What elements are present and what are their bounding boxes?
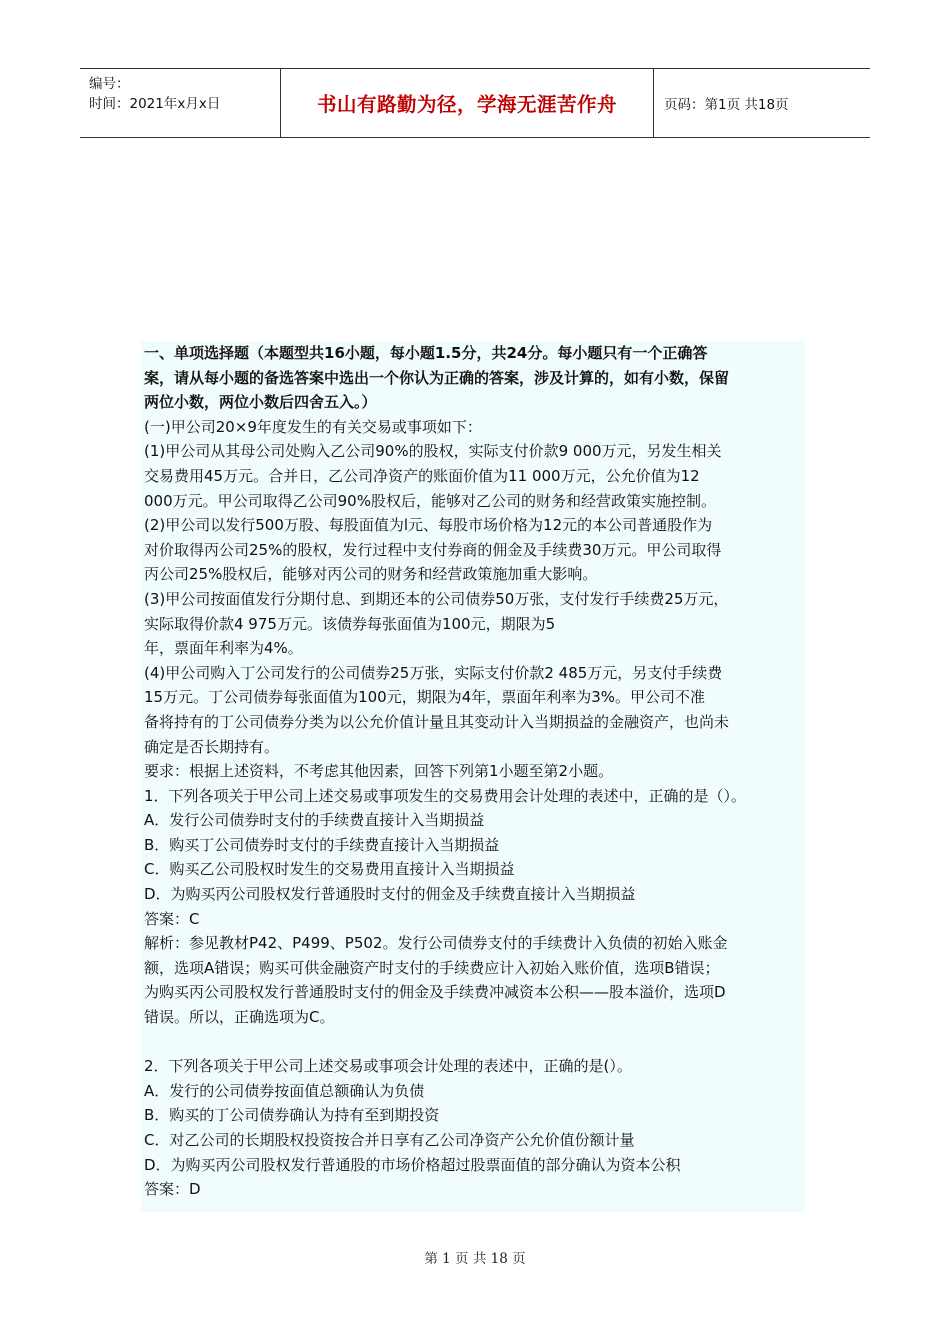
section-title-line: 案，请从每小题的备选答案中选出一个你认为正确的答案，涉及计算的，如有小数，保留 (144, 368, 730, 387)
header-meta-cell (80, 69, 281, 137)
answer-option: A．发行的公司债券按面值总额确认为负债 (144, 1081, 425, 1100)
text-line: (4)甲公司购入丁公司发行的公司债券25万张，实际支付价款2 485万元，另支付手续费 (144, 663, 723, 682)
answer-option: D．为购买丙公司股权发行普通股时支付的佣金及手续费直接计入当期损益 (144, 885, 636, 904)
section-title-line: 一、单项选择题（本题型共16小题，每小题1.5分，共24分。每小题只有一个正确答 (144, 344, 708, 362)
text-line: 年，票面年利率为4%。 (144, 639, 303, 658)
text-line: 15万元。丁公司债券每张面值为100元，期限为4年，票面年利率为3%。甲公司不准 (144, 688, 706, 707)
answer-option: B．购买丁公司债券时支付的手续费直接计入当期损益 (144, 835, 500, 854)
explanation-line: 为购买丙公司股权发行普通股时支付的佣金及手续费冲减资本公积——股本溢价，选项D (144, 983, 726, 1002)
document-body (141, 341, 805, 1212)
answer-option: A．发行公司债券时支付的手续费直接计入当期损益 (144, 811, 485, 830)
text-line: (一)甲公司20×9年度发生的有关交易或事项如下： (144, 417, 482, 436)
page-footer (0, 1247, 950, 1267)
date-label: 时间：2021年x月x日 (89, 96, 221, 112)
serial-number-label: 编号： (89, 76, 130, 92)
blank-line (144, 1030, 805, 1055)
text-line: 丙公司25%股权后，能够对丙公司的财务和经营政策施加重大影响。 (144, 565, 598, 584)
question-stem: 2．下列各项关于甲公司上述交易或事项会计处理的表述中，正确的是(）。 (144, 1057, 632, 1076)
answer-key: 答案：C (144, 909, 200, 928)
text-line: (2)甲公司以发行500万股、每股面值为l元、每股市场价格为12元的本公司普通股作为 (144, 516, 713, 535)
answer-option: D．为购买丙公司股权发行普通股的市场价格超过股票面值的部分确认为资本公积 (144, 1155, 681, 1174)
text-line: (1)甲公司从其母公司处购入乙公司90%的股权，实际支付价款9 000万元，另发生相关 (144, 442, 722, 461)
explanation-line: 解析：参见教材P42、P499、P502。发行公司债券支付的手续费计入负债的初始入账金 (144, 934, 728, 953)
text-line: 对价取得丙公司25%的股权，发行过程中支付券商的佣金及手续费30万元。甲公司取得 (144, 540, 722, 559)
text-line: (3)甲公司按面值发行分期付息、到期还本的公司债券50万张，支付发行手续费25万元， (144, 589, 729, 608)
text-line: 确定是否长期持有。 (144, 737, 280, 756)
text-line: 交易费用45万元。合并日，乙公司净资产的账面价值为11 000万元，公允价值为12 (144, 466, 700, 485)
motto-text: 书山有路勤为径，学海无涯苦作舟 (316, 93, 617, 116)
text-line: 000万元。甲公司取得乙公司90%股权后，能够对乙公司的财务和经营政策实施控制。 (144, 491, 716, 510)
text-line: 实际取得价款4 975万元。该债券每张面值为100元，期限为5 (144, 614, 556, 633)
question-instruction: 要求：根据上述资料，不考虑其他因素，回答下列第1小题至第2小题。 (144, 762, 614, 781)
page-header (80, 68, 870, 138)
explanation-line: 额，选项A错误；购买可供金融资产时支付的手续费应计入初始入账价值，选项B错误； (144, 958, 720, 977)
text-line: 备将持有的丁公司债券分类为以公允价值计量且其变动计入当期损益的金融资产，也尚未 (144, 712, 730, 731)
footer-page-number: 第 1 页 共 18 页 (424, 1251, 526, 1267)
explanation-line: 错误。所以，正确选项为C。 (144, 1008, 335, 1027)
page-info: 页码：第1页 共18页 (664, 97, 789, 113)
section-title-line: 两位小数，两位小数后四舍五入。） (144, 393, 377, 412)
answer-option: B．购买的丁公司债券确认为持有至到期投资 (144, 1106, 440, 1125)
answer-key: 答案：D (144, 1180, 201, 1199)
header-motto-cell (281, 69, 654, 137)
answer-option: C．购买乙公司股权时发生的交易费用直接计入当期损益 (144, 860, 515, 879)
header-page-cell (654, 69, 870, 137)
answer-option: C．对乙公司的长期股权投资按合并日享有乙公司净资产公允价值份额计量 (144, 1131, 635, 1149)
question-stem: 1．下列各项关于甲公司上述交易或事项发生的交易费用会计处理的表述中，正确的是（）。 (144, 786, 747, 805)
